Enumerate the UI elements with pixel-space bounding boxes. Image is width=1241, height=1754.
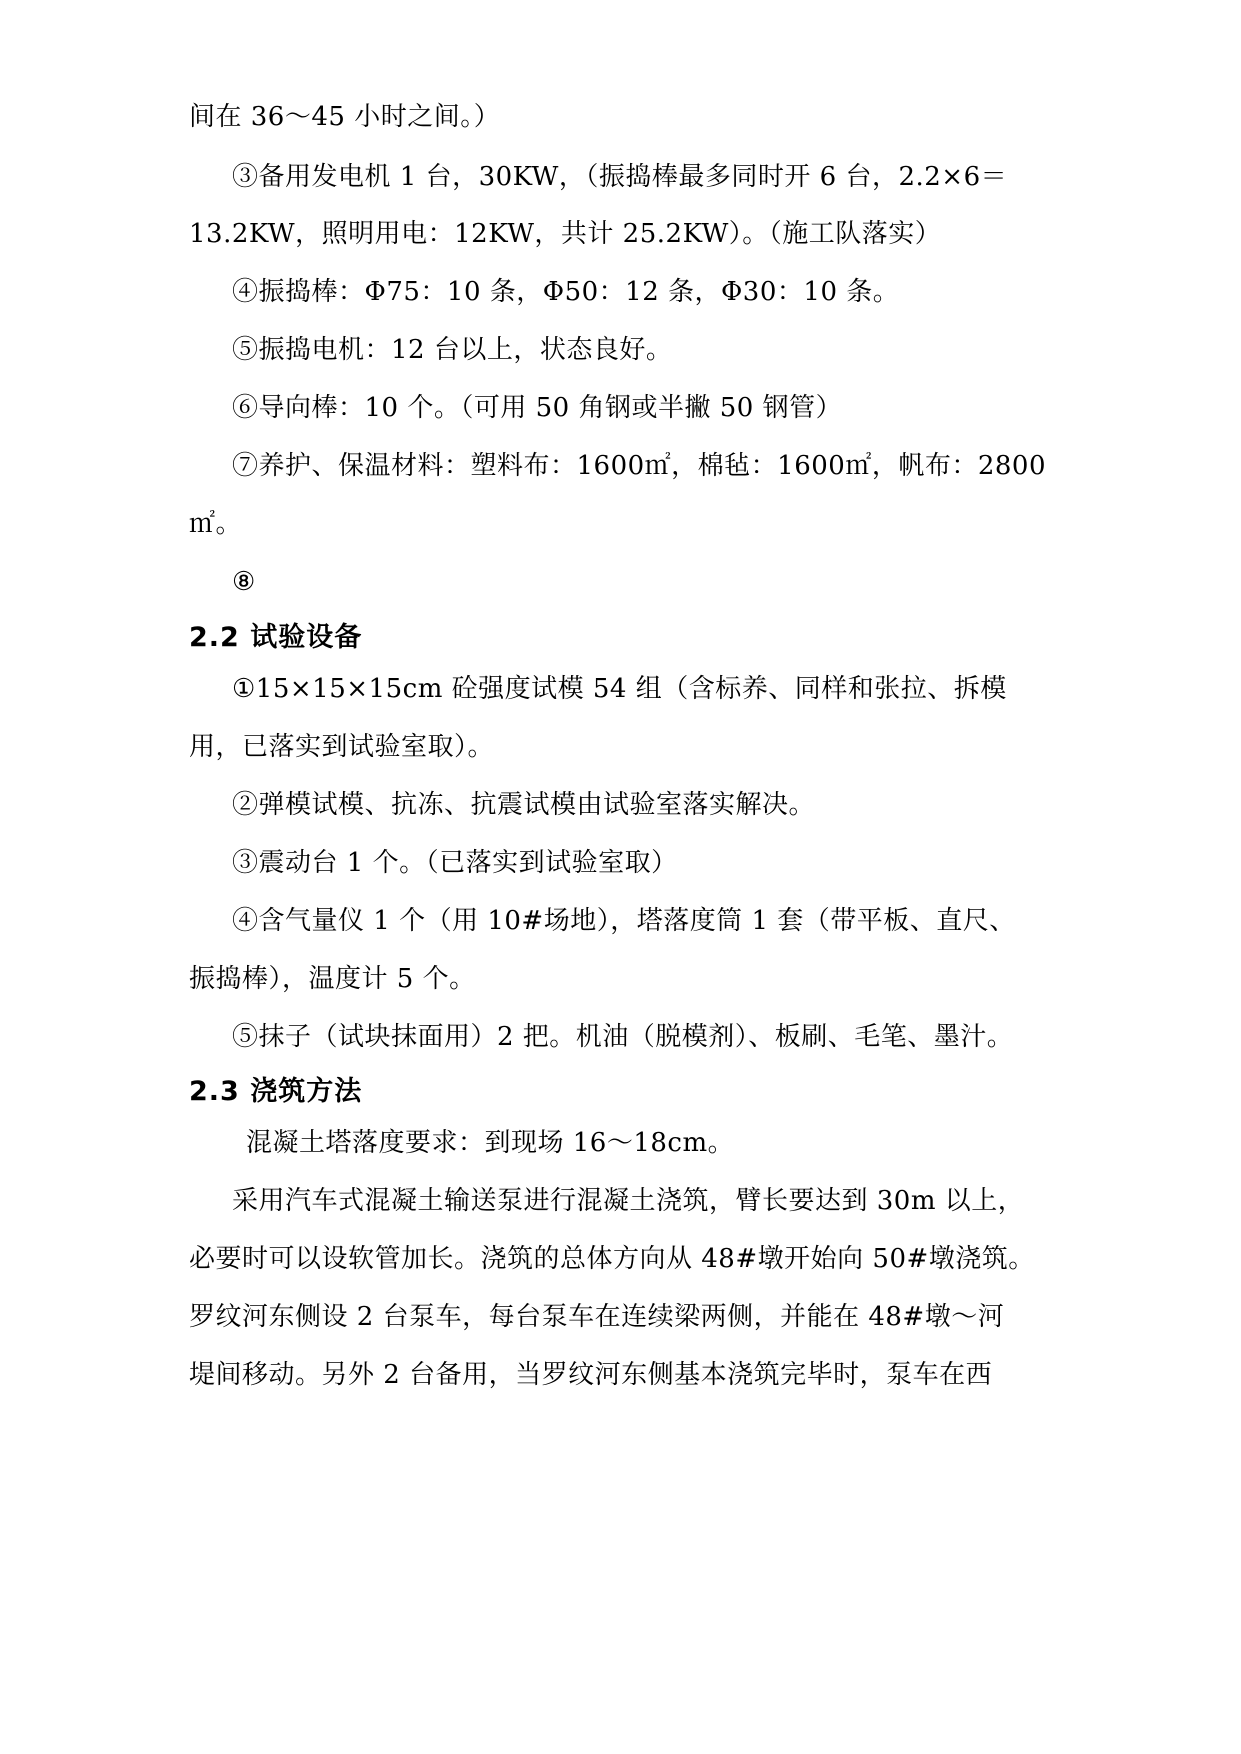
list-item-elastic-molds: ②弹模试模、抗冻、抗震试模由试验室落实解决。 bbox=[232, 790, 816, 820]
text-line-test-molds-cont: 用，已落实到试验室取）。 bbox=[189, 732, 495, 762]
text-line-continuation: 间在 36～45 小时之间。） bbox=[189, 102, 501, 132]
text-line-air-content-cont: 振捣棒），温度计 5 个。 bbox=[189, 964, 476, 994]
list-item-air-content-meter: ④含气量仪 1 个（用 10#场地），塔落度筒 1 套（带平板、直尺、 bbox=[232, 906, 1016, 936]
section-heading-2-3: 2.3 浇筑方法 bbox=[189, 1076, 363, 1107]
list-item-trowels: ⑤抹子（试块抹面用）2 把。机油（脱模剂）、板刷、毛笔、墨汁。 bbox=[232, 1022, 1014, 1052]
paragraph-pouring-line-2: 必要时可以设软管加长。浇筑的总体方向从 48#墩开始向 50#墩浇筑。 bbox=[189, 1244, 1035, 1274]
text-line-generator-cont: 13.2KW，照明用电：12KW，共计 25.2KW）。（施工队落实） bbox=[189, 219, 942, 249]
list-item-eight: ⑧ bbox=[232, 567, 256, 597]
list-item-test-molds: ①15×15×15cm 砼强度试模 54 组（含标养、同样和张拉、拆模 bbox=[232, 674, 1007, 704]
list-item-vibrator-motors: ⑤振捣电机：12 台以上，状态良好。 bbox=[232, 335, 673, 365]
paragraph-pouring-line-4: 堤间移动。另外 2 台备用，当罗纹河东侧基本浇筑完毕时，泵车在西 bbox=[189, 1360, 993, 1390]
list-item-generator: ③备用发电机 1 台，30KW，（振捣棒最多同时开 6 台，2.2×6＝ bbox=[232, 162, 1008, 192]
text-line-curing-cont: ㎡。 bbox=[189, 509, 243, 539]
paragraph-pouring-line-3: 罗纹河东侧设 2 台泵车，每台泵车在连续梁两侧，并能在 48#墩～河 bbox=[189, 1302, 1005, 1332]
list-item-vibration-table: ③震动台 1 个。（已落实到试验室取） bbox=[232, 848, 678, 878]
section-heading-2-2: 2.2 试验设备 bbox=[189, 622, 363, 653]
list-item-guide-rods: ⑥导向棒：10 个。（可用 50 角钢或半撇 50 钢管） bbox=[232, 393, 843, 423]
paragraph-pouring-line-1: 采用汽车式混凝土输送泵进行混凝土浇筑，臂长要达到 30m 以上， bbox=[232, 1186, 1025, 1216]
paragraph-slump-requirement: 混凝土塔落度要求：到现场 16～18cm。 bbox=[246, 1128, 735, 1158]
list-item-vibrator-rods: ④振捣棒：Φ75：10 条，Φ50：12 条，Φ30：10 条。 bbox=[232, 277, 900, 307]
list-item-curing-materials: ⑦养护、保温材料：塑料布：1600㎡，棉毡：1600㎡，帆布：2800 bbox=[232, 451, 1047, 481]
